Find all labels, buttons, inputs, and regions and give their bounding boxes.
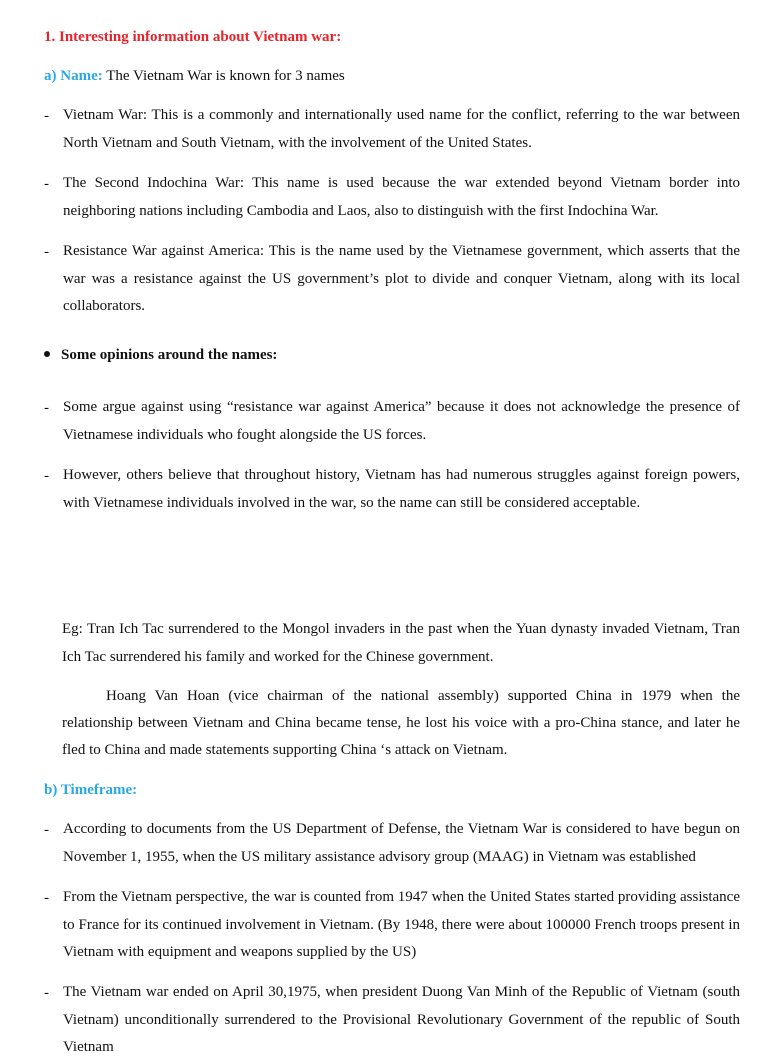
- example-hoang-van-hoan: Hoang Van Hoan (vice chairman of the national assembly) supported China in 1979 when the relationship between Vietnam and China became tense, he lost his voice with a pro-China stance, and later he fled to China and made statements supporting China ‘s attack on Vietnam.: [62, 688, 740, 758]
- timeframe-label: b) Timeframe:: [44, 782, 138, 798]
- names-intro: The Vietnam War is known for 3 names: [102, 68, 345, 84]
- dash-marker: -: [44, 244, 49, 260]
- list-item: [44, 238, 740, 321]
- dash-marker: -: [44, 108, 49, 124]
- list-item: [44, 394, 740, 449]
- opinions-heading: Some opinions around the names:: [61, 347, 278, 363]
- name-second-indochina-war: The Second Indochina War: This name is used because the war extended beyond Vietnam border into neighboring nations including Cambodia and Laos, also to distinguish with the first Indochina War.: [63, 175, 740, 219]
- dash-marker: -: [44, 400, 49, 416]
- bullet-dot-icon: [44, 351, 50, 357]
- timeframe-us-defense: According to documents from the US Department of Defense, the Vietnam War is considered to have begun on November 1, 1955, when the US military assistance advisory group (MAAG) in Vietnam was established: [63, 821, 740, 865]
- dash-marker: -: [44, 822, 49, 838]
- section-heading: 1. Interesting information about Vietnam war:: [44, 29, 342, 45]
- list-item: [44, 462, 740, 517]
- name-resistance-war: Resistance War against America: This is the name used by the Vietnamese government, which asserts that the war was a resistance against the US government’s plot to divide and conquer Vietnam, along with its local collaborators.: [63, 243, 740, 314]
- example-tran-ich-tac: Eg: Tran Ich Tac surrendered to the Mongol invaders in the past when the Yuan dynasty invaded Vietnam, Tran Ich Tac surrendered his family and worked for the Chinese government.: [62, 621, 740, 665]
- timeframe-vietnam-perspective: From the Vietnam perspective, the war is counted from 1947 when the United States started providing assistance to France for its continued involvement in Vietnam. (By 1948, there were about 100000 French troops present in Vietnam with equipment and weapons supplied by the US): [63, 889, 740, 960]
- dash-marker: -: [44, 468, 49, 484]
- opinion-acceptable: However, others believe that throughout history, Vietnam has had numerous struggles against foreign powers, with Vietnamese individuals involved in the war, so the name can still be considered acceptable.: [63, 467, 740, 511]
- dash-marker: -: [44, 890, 49, 906]
- list-item: [44, 816, 740, 871]
- timeframe-war-ended: The Vietnam war ended on April 30,1975, when president Duong Van Minh of the Republic of Vietnam (south Vietnam) unconditionally surrendered to the Provisional Revolutionary Government of the republic of South Vietnam: [63, 984, 740, 1055]
- name-vietnam-war: Vietnam War: This is a commonly and internationally used name for the conflict, referring to the war between North Vietnam and South Vietnam, with the involvement of the United States.: [63, 107, 740, 151]
- list-item: [44, 979, 740, 1062]
- timeframe-subheading: [44, 780, 137, 800]
- list-item: [44, 102, 740, 157]
- opinion-argue-against: Some argue against using “resistance war against America” because it does not acknowledge the presence of Vietnamese individuals who fought alongside the US forces.: [63, 399, 740, 443]
- names-label: a) Name:: [44, 68, 103, 84]
- opinions-bullet: [44, 345, 277, 365]
- list-item: [44, 170, 740, 225]
- dash-marker: -: [44, 176, 49, 192]
- dash-marker: -: [44, 985, 49, 1001]
- names-subheading: [44, 66, 345, 86]
- list-item: [44, 884, 740, 967]
